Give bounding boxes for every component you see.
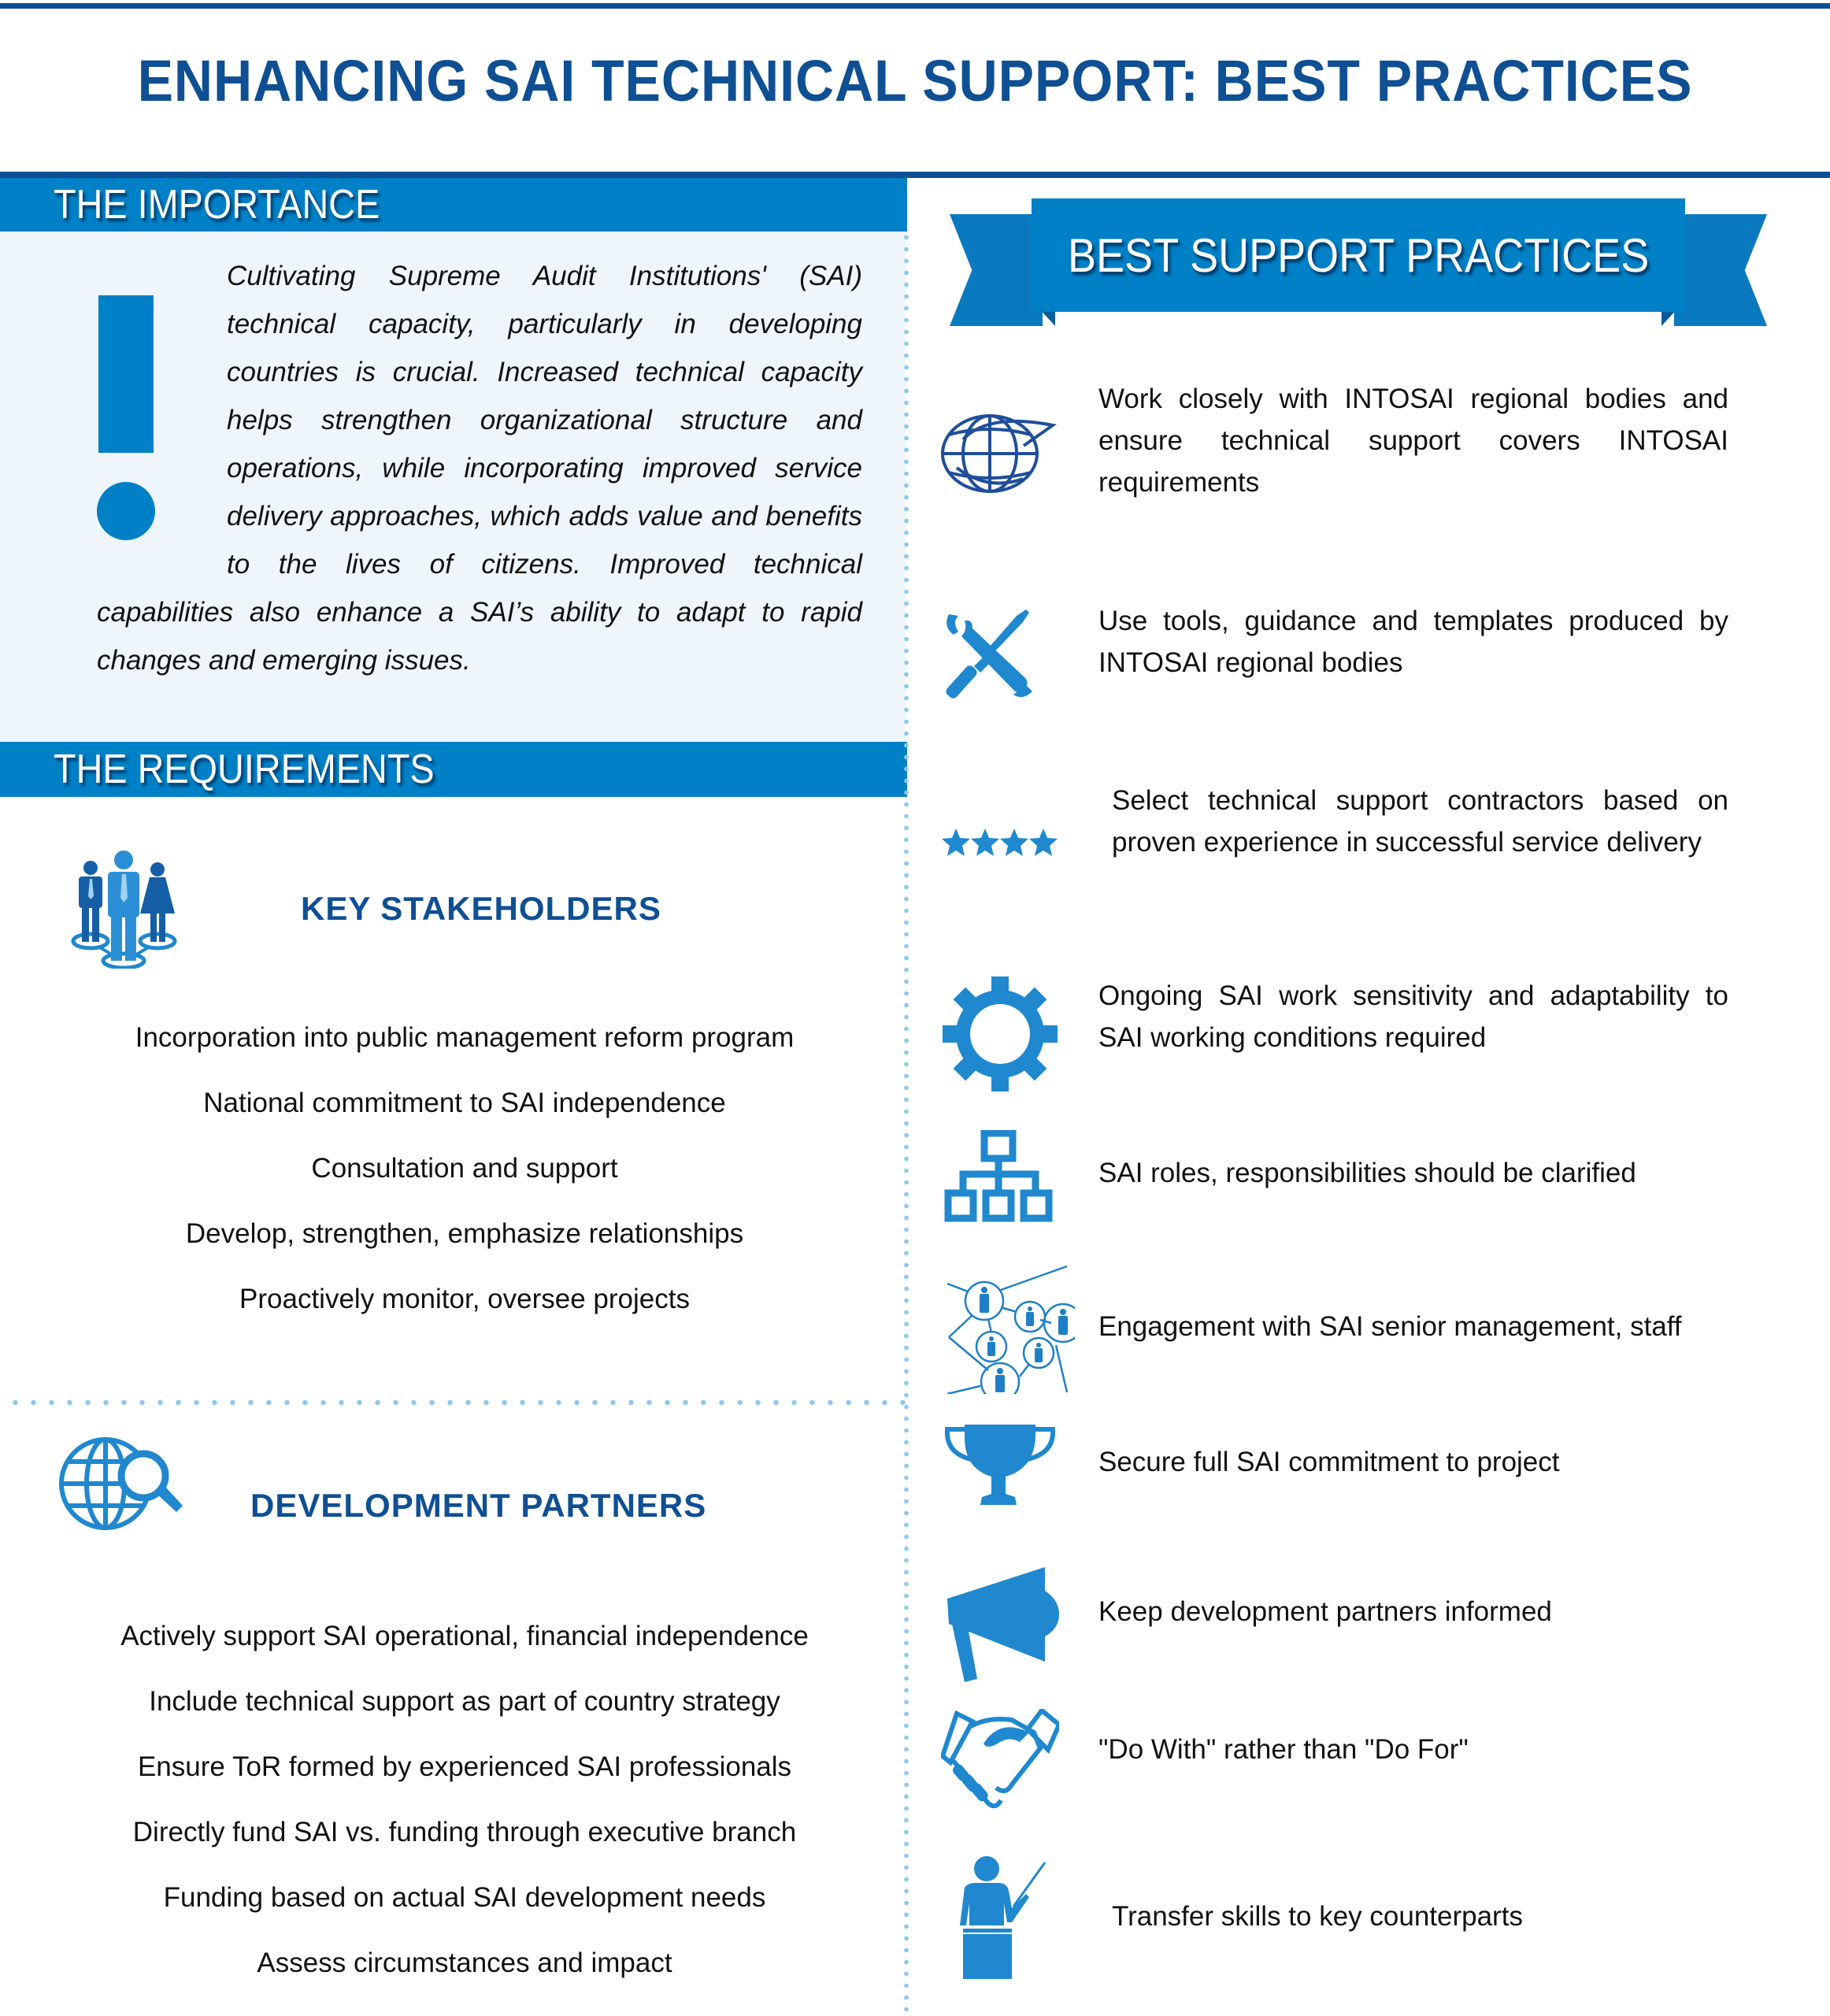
stakeholders-people-icon: [67, 850, 181, 969]
practice-item: [941, 1421, 1728, 1512]
page-title: ENHANCING SAI TECHNICAL SUPPORT: BEST PRACTICES: [137, 48, 1693, 113]
practice-text: Use tools, guidance and templates produced by INTOSAI regional bodies: [1098, 606, 1728, 678]
practice-item: [941, 1260, 1728, 1394]
key-stakeholders-list: [31, 1005, 898, 1332]
practice-item: [941, 1567, 1728, 1685]
importance-heading: THE IMPORTANCE: [54, 182, 380, 228]
ribbon-banner: [1032, 198, 1685, 312]
globe-search-icon: [57, 1427, 183, 1541]
horizontal-dotted-divider: [6, 1399, 906, 1406]
list-item: Directly fund SAI vs. funding through executive branch: [132, 1817, 797, 1847]
development-partners-title: DEVELOPMENT PARTNERS: [250, 1487, 707, 1524]
teacher-podium-icon: [941, 1855, 1063, 1981]
list-item: National commitment to SAI independence: [203, 1088, 726, 1118]
list-item: Actively support SAI operational, financial independence: [120, 1621, 809, 1651]
handshake-icon: [941, 1709, 1063, 1811]
trophy-icon: [941, 1421, 1063, 1508]
key-stakeholders-title: KEY STAKEHOLDERS: [301, 890, 661, 927]
ribbon-tail-left: [950, 214, 1043, 326]
practice-text: Secure full SAI commitment to project: [1098, 1447, 1560, 1477]
list-item: Include technical support as part of country strategy: [149, 1686, 780, 1717]
list-item: Consultation and support: [311, 1153, 618, 1184]
practice-item: [941, 600, 1728, 702]
development-partners-list: [31, 1603, 898, 1996]
list-item: Proactively monitor, oversee projects: [239, 1284, 690, 1314]
vertical-dotted-divider: [904, 232, 909, 2016]
practice-text: Ongoing SAI work sensitivity and adaptability to SAI working conditions required: [1098, 980, 1728, 1053]
practice-item: [941, 1855, 1728, 1981]
practice-text: Work closely with INTOSAI regional bodies and ensure technical support covers INTOSAI requirements: [1098, 384, 1728, 498]
top-rule: [0, 3, 1830, 9]
best-practices-ribbon: [945, 197, 1772, 331]
intosai-globe-icon: [941, 408, 1063, 495]
list-item: Funding based on actual SAI development needs: [163, 1882, 766, 1913]
megaphone-icon: [941, 1567, 1063, 1685]
practice-item: [941, 975, 1728, 1093]
gear-icon: [941, 975, 1063, 1093]
practice-item: [941, 1130, 1728, 1225]
practice-text: Select technical support contractors based on proven experience in successful service delivery: [1112, 785, 1728, 858]
practice-item: [941, 378, 1728, 512]
practice-item: [941, 1709, 1728, 1811]
importance-paragraph: [97, 252, 862, 684]
org-chart-icon: [941, 1130, 1063, 1223]
requirements-heading-band: [0, 742, 907, 797]
tools-wrench-screwdriver-icon: [941, 608, 1063, 702]
importance-heading-band: [0, 178, 907, 232]
list-item: Develop, strengthen, emphasize relationships: [185, 1218, 744, 1249]
list-item: Assess circumstances and impact: [257, 1947, 672, 1978]
practice-text: "Do With" rather than "Do For": [1098, 1734, 1469, 1765]
list-item: Ensure ToR formed by experienced SAI professionals: [137, 1751, 792, 1782]
practice-text: Engagement with SAI senior management, staff: [1098, 1311, 1682, 1342]
people-network-icon: [941, 1260, 1063, 1394]
practice-text: Transfer skills to key counterparts: [1112, 1901, 1523, 1932]
list-item: Incorporation into public management reform program: [135, 1022, 795, 1053]
four-stars-icon: [941, 827, 1063, 858]
ribbon-tail-right: [1674, 214, 1767, 326]
practice-item: [941, 780, 1728, 914]
practice-text: Keep development partners informed: [1098, 1596, 1552, 1627]
requirements-heading: THE REQUIREMENTS: [54, 747, 435, 792]
section-rule: [0, 172, 1830, 178]
importance-text: Cultivating Supreme Audit Institutions' (SAI) technical capacity, particularly in developing countries is crucial. Increased technical capacity helps strengthen organizational structure and operations, while incorporating improved service delivery approaches, which adds value and benefits to the lives of citizens. Improved technical capabilities also enhance a SAI’s ability to adapt to rapid changes and emerging issues.: [97, 261, 862, 676]
best-practices-heading: BEST SUPPORT PRACTICES: [1067, 228, 1650, 282]
practice-text: SAI roles, responsibilities should be clarified: [1098, 1158, 1636, 1188]
